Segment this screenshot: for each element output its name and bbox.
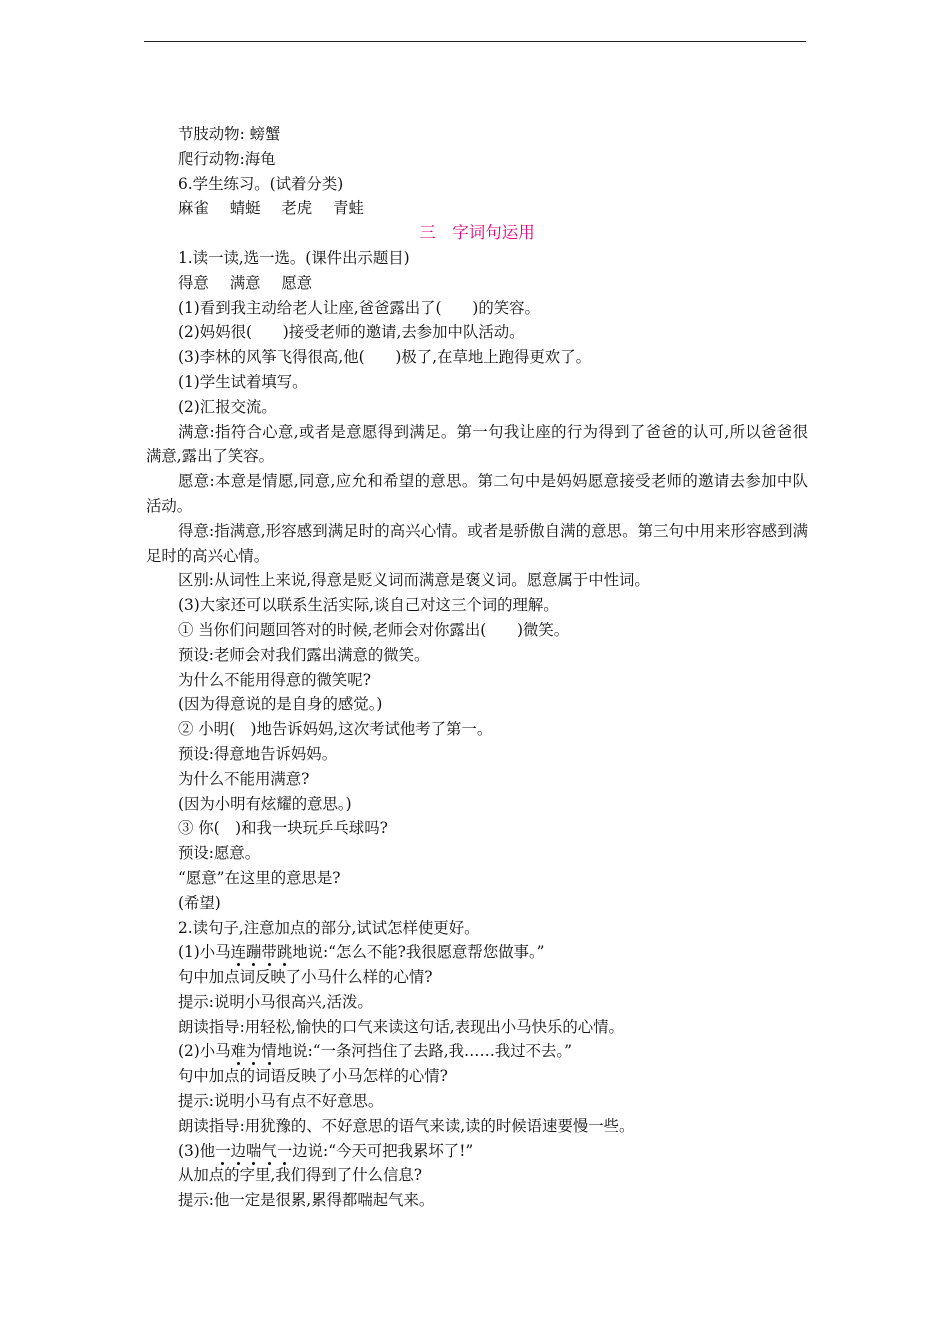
document-body	[146, 122, 808, 1213]
dotted-char: 蹦	[246, 943, 262, 962]
text-line: (2)妈妈很( )接受老师的邀请,去参加中队活动。	[178, 323, 525, 342]
word-item: 满意	[229, 273, 261, 292]
text-line: (因为得意说的是自身的感觉。)	[178, 695, 383, 714]
text-line: 为什么不能用满意?	[178, 769, 310, 788]
text-line: 6.学生练习。(试着分类)	[178, 174, 344, 193]
dotted-char: 连	[230, 943, 246, 962]
dotted-char: 带	[261, 943, 277, 962]
word-item: 得意	[178, 273, 209, 292]
text-line: 爬行动物:海龟	[178, 149, 276, 168]
paragraph: 愿意:本意是情愿,同意,应允和希望的意思。第二句中是妈妈愿意接受老师的邀请去参加中队活动。	[146, 472, 808, 515]
text-line: 1.读一读,选一选。(课件出示题目)	[178, 248, 410, 267]
text-line: 句中加点词反映了小马什么样的心情?	[178, 968, 433, 987]
text-line: (1)看到我主动给老人让座,爸爸露出了( )的笑容。	[178, 298, 540, 317]
text-line: 提示:说明小马很高兴,活泼。	[178, 992, 373, 1011]
dotted-sentence: (2)小马难为情地说:“一条河挡住了去路,我……我过不去。”	[178, 1042, 572, 1061]
word-list	[146, 271, 808, 296]
word-list	[146, 196, 808, 221]
dotted-sentence: (1)小马连蹦带跳地说:“怎么不能?我很愿意帮您做事。”	[178, 943, 545, 962]
word-item: 愿意	[281, 273, 313, 292]
text-line: 预设:得意地告诉妈妈。	[178, 744, 338, 763]
text-line: (3)大家还可以联系生活实际,谈自己对这三个词的理解。	[178, 596, 559, 615]
text-line: 从加点的字里,我们得到了什么信息?	[178, 1166, 423, 1185]
dotted-char: 喘	[246, 1141, 262, 1160]
text-line: 提示:说明小马有点不好意思。	[178, 1092, 384, 1111]
dotted-char: 为	[246, 1042, 262, 1061]
text-line: 节肢动物: 螃蟹	[178, 125, 281, 143]
text-line: (1)学生试着填写。	[178, 372, 308, 391]
text-line: ② 小明( )地告诉妈妈,这次考试他考了第一。	[178, 720, 493, 739]
text-line: 提示:他一定是很累,累得都喘起气来。	[178, 1191, 435, 1210]
word-item: 老虎	[281, 199, 313, 218]
header-rule	[144, 41, 806, 42]
paragraph: 得意:指满意,形容感到满足时的高兴心情。或者是骄傲自满的意思。第三句中用来形容感到满足时的高兴心情。	[146, 521, 808, 565]
dotted-sentence: (3)他一边喘气一边说:“今天可把我累坏了!”	[178, 1141, 474, 1160]
text-line: “愿意”在这里的意思是?	[178, 868, 341, 887]
dotted-char: 情	[261, 1042, 277, 1061]
text-line: 区别:从词性上来说,得意是贬义词而满意是褒义词。愿意属于中性词。	[178, 571, 650, 590]
text-line: (希望)	[178, 893, 221, 912]
text-line: 预设:老师会对我们露出满意的微笑。	[178, 645, 430, 664]
text-line: ① 当你们问题回答对的时候,老师会对你露出( )微笑。	[178, 620, 570, 639]
dotted-char: 难	[230, 1042, 246, 1061]
text-line: (2)汇报交流。	[178, 397, 277, 416]
dotted-char: 一	[276, 1141, 293, 1160]
text-line: (因为小明有炫耀的意思。)	[178, 794, 352, 813]
dotted-char: 边	[230, 1141, 247, 1160]
text-line: ③ 你( )和我一块玩乒乓球吗?	[178, 819, 388, 838]
dotted-char: 跳	[276, 943, 293, 962]
word-item: 蜻蜓	[229, 199, 261, 218]
text-line: 为什么不能用得意的微笑呢?	[178, 670, 371, 689]
text-line: 朗读指导:用犹豫的、不好意思的语气来读,读的时候语速要慢一些。	[178, 1116, 635, 1135]
text-line: 朗读指导:用轻松,愉快的口气来读这句话,表现出小马快乐的心情。	[178, 1017, 624, 1036]
word-item: 青蛙	[333, 199, 364, 218]
text-line: 句中加点的词语反映了小马怎样的心情?	[178, 1067, 448, 1086]
text-line: 2.读句子,注意加点的部分,试试怎样使更好。	[178, 918, 480, 937]
word-item: 麻雀	[178, 199, 209, 218]
section-heading: 三 字词句运用	[419, 223, 535, 243]
dotted-char: 气	[261, 1141, 277, 1160]
text-line: 预设:愿意。	[178, 844, 261, 863]
paragraph: 满意:指符合心意,或者是意愿得到满足。第一句我让座的行为得到了爸爸的认可,所以爸爸很满意,露出了笑容。	[146, 422, 808, 466]
dotted-char: 一	[215, 1141, 231, 1160]
text-line: (3)李林的风筝飞得很高,他( )极了,在草地上跑得更欢了。	[178, 348, 591, 367]
